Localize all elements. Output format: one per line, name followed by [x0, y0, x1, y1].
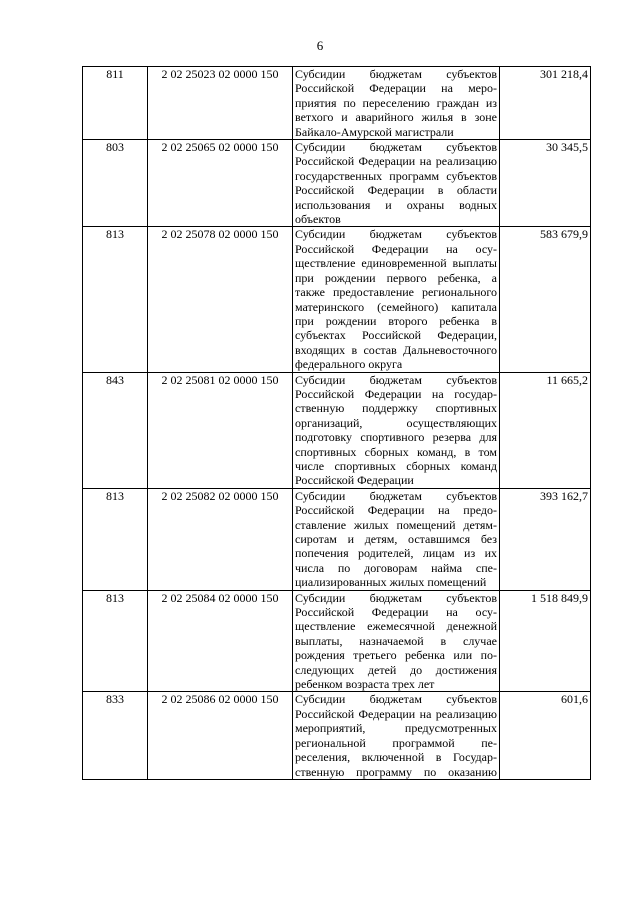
admin-code-cell: 813 [83, 227, 148, 372]
admin-code-cell: 811 [83, 67, 148, 140]
table-row [83, 488, 591, 590]
classification-code-cell: 2 02 25065 02 0000 150 [148, 140, 293, 227]
classification-code-cell: 2 02 25023 02 0000 150 [148, 67, 293, 140]
description-cell: Субсидии бюджетам субъектов Российской Федерации на осуществление единовременной выплаты при рождении первого ребенка, а также предоставление регионального материнского (семейного) капитала при рождении второго ребенка в субъектах Российской Федерации, входящих в состав Дальневосточного федерального округа [293, 227, 500, 372]
description-cell: Субсидии бюджетам субъектов Российской Федерации на реализацию государственных программ субъектов Российской Федерации в области использования и охраны водных объектов [293, 140, 500, 227]
description-cell: Субсидии бюджетам субъектов Российской Федерации на осуществление ежемесячной денежной выплаты, назначаемой в случае рождения третьего ребенка или последующих детей до достижения ребенком возраста трех лет [293, 590, 500, 692]
amount-cell: 11 665,2 [500, 372, 591, 488]
table-row [83, 227, 591, 372]
description-cell: Субсидии бюджетам субъектов Российской Федерации на государственную поддержку спортивных организаций, осуществляющих подготовку спортивного резерва для спортивных сборных команд, в том числе спортивных сборных команд Российской Федерации [293, 372, 500, 488]
page-number: 6 [316, 38, 324, 53]
classification-code-cell: 2 02 25081 02 0000 150 [148, 372, 293, 488]
classification-code-cell: 2 02 25078 02 0000 150 [148, 227, 293, 372]
admin-code-cell: 803 [83, 140, 148, 227]
amount-cell: 393 162,7 [500, 488, 591, 590]
admin-code-cell: 843 [83, 372, 148, 488]
admin-code-cell: 833 [83, 692, 148, 779]
amount-cell: 583 679,9 [500, 227, 591, 372]
amount-cell: 1 518 849,9 [500, 590, 591, 692]
amount-cell: 301 218,4 [500, 67, 591, 140]
budget-table [82, 66, 591, 780]
classification-code-cell: 2 02 25082 02 0000 150 [148, 488, 293, 590]
description-cell: Субсидии бюджетам субъектов Российской Федерации на мероприятия по переселению граждан из ветхого и аварийного жилья в зоне Байкало-Амурской магистрали [293, 67, 500, 140]
table-row [83, 590, 591, 692]
admin-code-cell: 813 [83, 590, 148, 692]
table-row [83, 67, 591, 140]
description-cell: Субсидии бюджетам субъектов Российской Федерации на предоставление жилых помещений детям-сиротам и детям, оставшимся без попечения родителей, лицам из их числа по договорам найма специализированных жилых помещений [293, 488, 500, 590]
table-row [83, 372, 591, 488]
table-row [83, 692, 591, 779]
classification-code-cell: 2 02 25086 02 0000 150 [148, 692, 293, 779]
description-cell: Субсидии бюджетам субъектов Российской Федерации на реализацию мероприятий, предусмотренных региональной программой переселения, включенной в Государственную программу по оказанию [293, 692, 500, 779]
classification-code-cell: 2 02 25084 02 0000 150 [148, 590, 293, 692]
admin-code-cell: 813 [83, 488, 148, 590]
amount-cell: 30 345,5 [500, 140, 591, 227]
amount-cell: 601,6 [500, 692, 591, 779]
table-row [83, 140, 591, 227]
